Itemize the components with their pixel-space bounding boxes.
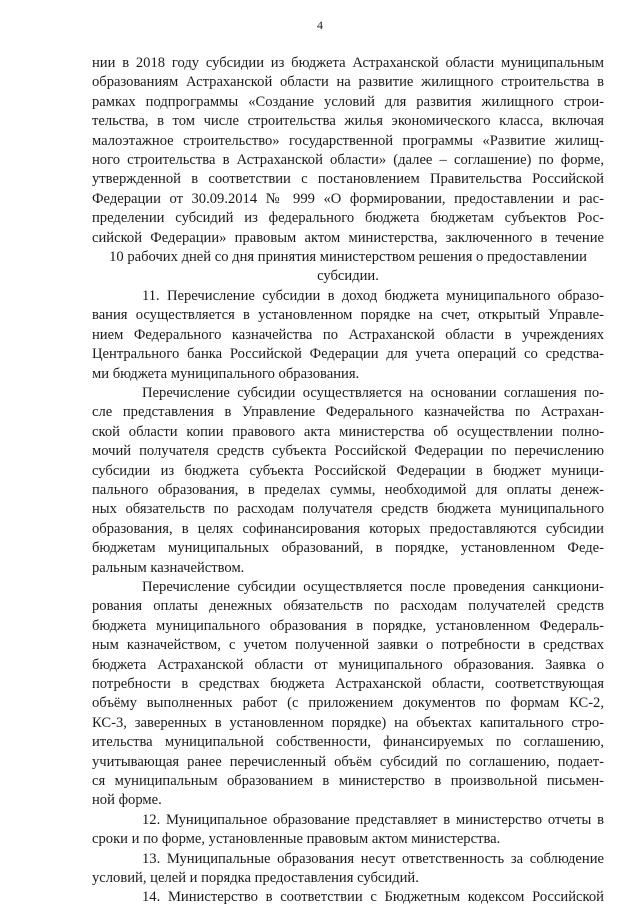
text-line: субсидии. [317, 268, 379, 285]
text-line: ным казначейством, с учетом полученной заявки о потребности в средствах [92, 637, 604, 654]
text-line: Федерации от 30.09.2014 № 999 «О формировании, предоставлении и рас- [92, 190, 604, 207]
text-line: бюджета Астраханской области от муниципального образования. Заявка о [92, 656, 604, 673]
text-line: объёму выполненных работ (с приложением документов по формам КС-2, [92, 695, 604, 712]
text-line: условий, целей и порядка предоставления субсидий. [92, 870, 419, 887]
paragraph-transfer-basis [92, 384, 604, 578]
text-line: ного строительства в Астраханской области» (далее – соглашение) по форме, [92, 152, 604, 169]
text-line: пределении субсидий из федерального бюджета бюджетам субъектов Рос- [92, 210, 604, 227]
text-line: КС-3, заверенных в установленном порядке) на объектах капитального стро- [92, 714, 604, 731]
text-line: нием Федерального казначейства по Астраханской области в учреждениях [92, 326, 604, 343]
text-line: 14. Министерство в соответствии с Бюджетным кодексом Российской [142, 889, 604, 906]
text-line: ми бюджета муниципального образования. [92, 365, 360, 382]
text-line: малоэтажное строительство» государственной программы «Развитие жилищ- [92, 132, 604, 149]
text-line: 11. Перечисление субсидии в доход бюджета муниципального образо- [142, 287, 604, 304]
text-line: учитывающая ранее перечисленный объём субсидий по соглашению, подает- [92, 753, 604, 770]
text-line: сийской Федерации» правовым актом министерства, заключенного в течение [92, 229, 604, 246]
text-line: Перечисление субсидии осуществляется после проведения санкциони- [142, 578, 604, 595]
text-line: Перечисление субсидии осуществляется на основании соглашения по- [142, 384, 604, 401]
text-line: ской области копии правового акта министерства об осуществлении полно- [92, 423, 604, 440]
text-line: бюджета муниципального образования в порядке, установленном Федераль- [92, 617, 604, 634]
text-line: рамках подпрограммы «Создание условий для развития жилищного строи- [92, 93, 604, 110]
text-line: бюджетам муниципальных образований, в порядке, установленном Феде- [92, 540, 604, 557]
text-line: вания осуществляется в установленном порядке на счет, открытый Управле- [92, 307, 604, 324]
text-line: субсидии из бюджета субъекта Российской Федерации в бюджет муници- [92, 462, 604, 479]
paragraph-transfer-conditions [92, 578, 604, 811]
text-line: ительства муниципальной собственности, финансируемых по соглашению, [92, 734, 604, 751]
text-line: потребности в средствах бюджета Астраханской области, соответствующая [92, 676, 604, 692]
document-body [92, 54, 604, 908]
paragraph-continuation [92, 54, 604, 287]
text-line: 12. Муниципальное образование представляет в министерство отчеты в [142, 811, 604, 828]
page-number: 4 [317, 18, 323, 32]
text-line: Центрального банка Российской Федерации для учета операций со средства- [92, 346, 604, 363]
text-line: ной форме. [92, 792, 162, 809]
text-line: утвержденной в соответствии с постановлением Правительства Российской [92, 171, 604, 188]
text-line: образованиям Астраханской области на развитие жилищного строительства в [92, 74, 604, 91]
text-line: ных обязательств по расходам получателя средств бюджета муниципального [92, 501, 604, 518]
text-line: 13. Муниципальные образования несут ответственность за соблюдение [142, 850, 604, 867]
text-line: рования оплаты денежных обязательств по расходам получателей средств [92, 598, 604, 615]
text-line: ся муниципальным образованием в министерство в произвольной письмен- [92, 773, 604, 790]
text-line: сле представления в Управление Федерального казначейства по Астрахан- [92, 404, 604, 421]
text-line: ральным казначейством. [92, 559, 245, 576]
text-line: тельства, в том числе строительства жилья экономического класса, включая [92, 113, 604, 130]
text-line: мочий получателя средств субъекта Российской Федерации по перечислению [92, 443, 604, 460]
text-line: сроки и по форме, установленные правовым актом министерства. [92, 831, 501, 848]
text-line: образования, в целях софинансирования которых предоставляются субсидии [92, 520, 604, 537]
text-line: 10 рабочих дней со дня принятия министерством решения о предоставлении [109, 249, 587, 266]
text-line: пального образования, в пределах суммы, необходимой для оплаты денеж- [92, 481, 604, 498]
paragraph-item-11 [92, 287, 604, 384]
paragraph-item-12 [92, 811, 604, 850]
text-line: нии в 2018 году субсидии из бюджета Астраханской области муниципальным [92, 55, 604, 71]
paragraph-item-13 [92, 850, 604, 889]
